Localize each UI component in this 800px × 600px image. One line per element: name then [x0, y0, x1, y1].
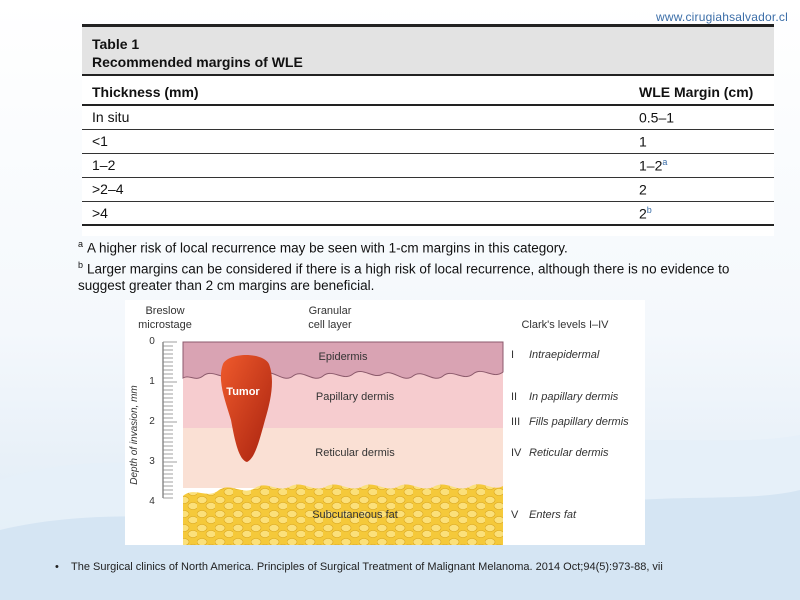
depth-tick-label: 0: [149, 336, 155, 347]
footnote-ref-a: a: [662, 156, 668, 167]
granular-label-2: cell layer: [308, 319, 352, 331]
table-number: Table 1: [92, 36, 140, 52]
margins-table-card: [82, 24, 774, 236]
cell-thickness: 1–2: [82, 153, 629, 177]
clark-level-text: Fills papillary dermis: [529, 416, 629, 428]
clark-level-numeral: I: [511, 349, 515, 361]
depth-tick-label: 4: [149, 496, 155, 507]
breslow-label-2: microstage: [138, 319, 192, 331]
papillary-dermis-label: Papillary dermis: [315, 391, 395, 403]
cell-margin: 2: [629, 177, 774, 201]
site-url: www.cirugiahsalvador.cl: [656, 10, 788, 24]
column-header-thickness: Thickness (mm): [82, 75, 629, 105]
breslow-label: Breslow: [145, 305, 185, 317]
subcutaneous-fat-label: Subcutaneous fat: [312, 509, 398, 521]
reference-text: The Surgical clinics of North America. Principles of Surgical Treatment of Malignant Melanoma. 2014 Oct;94(5):973-88, vii: [71, 561, 663, 573]
cell-thickness: >2–4: [82, 177, 629, 201]
column-header-margin: WLE Margin (cm): [629, 75, 774, 105]
depth-tick-label: 3: [149, 456, 155, 467]
footnote-b: $^b$ Larger margins can be considered if there is a high risk of local recurrence, although there is no evidence to suggest greater than 2 cm margins are beneficial.: [78, 259, 730, 293]
table-header: [82, 24, 774, 74]
clark-level-numeral: III: [511, 416, 521, 428]
depth-tick-label: 1: [149, 376, 155, 387]
clark-title: Clark's levels I–IV: [521, 319, 609, 331]
clark-level-text: Reticular dermis: [529, 447, 609, 459]
clark-level-numeral: IV: [511, 447, 522, 459]
table-row: [82, 105, 774, 129]
footnote-a: $^a$ A higher risk of local recurrence may be seen with 1-cm margins in this category.: [78, 239, 568, 256]
tumor-label: Tumor: [226, 386, 260, 398]
cell-margin: 1: [629, 129, 774, 153]
clark-level-text: Intraepidermal: [529, 349, 600, 361]
table-header-row: [82, 75, 774, 105]
clark-level-numeral: II: [511, 391, 518, 403]
table-row: [82, 153, 774, 177]
table-row: [82, 177, 774, 201]
table-footnotes: [78, 236, 778, 294]
depth-ruler: [149, 336, 177, 507]
cell-thickness: In situ: [82, 105, 629, 129]
melanoma-depth-figure: [125, 300, 645, 545]
granular-label: Granular: [308, 305, 352, 317]
cell-thickness: >4: [82, 201, 629, 225]
skin-layers-diagram: [125, 300, 645, 545]
cell-thickness: <1: [82, 129, 629, 153]
reference-bullet: [55, 561, 775, 573]
table-row: [82, 129, 774, 153]
cell-margin: 0.5–1: [629, 105, 774, 129]
margins-table: [82, 74, 774, 226]
clark-levels: [511, 349, 629, 521]
y-axis-label: Depth of invasion, mm: [129, 385, 140, 485]
table-title: Recommended margins of WLE: [92, 54, 303, 70]
footnote-ref-b: b: [646, 204, 652, 215]
epidermis-label: Epidermis: [318, 351, 368, 363]
clark-level-numeral: V: [511, 509, 519, 521]
clark-level-text: In papillary dermis: [529, 391, 619, 403]
bullet-icon: •: [55, 561, 59, 573]
reticular-dermis-label: Reticular dermis: [315, 447, 395, 459]
cell-margin: 2$^b$: [629, 201, 774, 225]
cell-margin: 1–2$^a$: [629, 153, 774, 177]
depth-tick-label: 2: [149, 416, 155, 427]
table-row: [82, 201, 774, 225]
clark-level-text: Enters fat: [529, 509, 577, 521]
